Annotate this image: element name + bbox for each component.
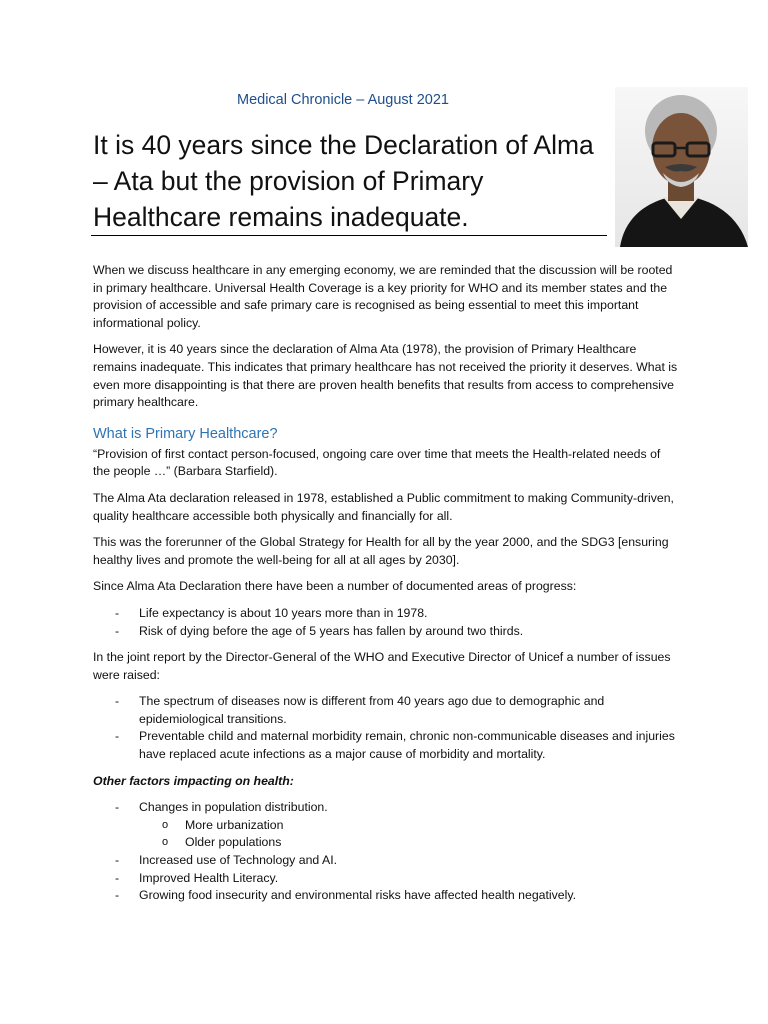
dash-bullet: - [115, 729, 120, 744]
factors-list [93, 799, 678, 905]
list-item: - Growing food insecurity and environmental risks have affected health negatively. [93, 887, 678, 905]
paragraph: When we discuss healthcare in any emerging economy, we are reminded that the discussion will be rooted in primary healthcare. Universal Health Coverage is a key priority for WHO and its member states and the provision of accessible and safe primary care is recognised as being essential to meet this important informational policy. [93, 263, 673, 330]
publication-header: Medical Chronicle – August 2021 [237, 92, 449, 108]
dash-bullet: - [115, 853, 120, 868]
list-item: - Life expectancy is about 10 years more than in 1978. [93, 605, 678, 623]
dash-bullet: - [115, 605, 120, 620]
dash-bullet: - [115, 800, 120, 815]
other-factors-heading: Other factors impacting on health: [93, 773, 294, 788]
article-body [93, 262, 678, 914]
paragraph: The Alma Ata declaration released in 1978, established a Public commitment to making Community-driven, quality healthcare accessible both physically and financially for all. [93, 490, 674, 523]
sub-list-item: o More urbanization [139, 817, 678, 835]
author-photo [615, 87, 748, 247]
list-item: - Increased use of Technology and AI. [93, 852, 678, 870]
dash-bullet: - [115, 888, 120, 903]
title-divider [91, 235, 607, 236]
list-item: - Preventable child and maternal morbidity remain, chronic non-communicable diseases and injuries have replaced acute infections as a major cause of morbidity and mortality. [115, 729, 675, 762]
paragraph: Since Alma Ata Declaration there have been a number of documented areas of progress: [93, 579, 577, 594]
list-item: - The spectrum of diseases now is different from 40 years ago due to demographic and epidemiological transitions. [115, 694, 605, 726]
circle-bullet: o [162, 818, 169, 831]
dash-bullet: - [115, 870, 120, 885]
progress-list [93, 605, 678, 640]
paragraph: In the joint report by the Director-General of the WHO and Executive Director of Unicef a number of issues were raised: [93, 650, 671, 682]
list-item: - Changes in population distribution. o More urbanization o Older populations [93, 799, 678, 852]
list-item: - Risk of dying before the age of 5 years has fallen by around two thirds. [93, 623, 678, 641]
dash-bullet: - [115, 623, 120, 638]
article-title: It is 40 years since the Declaration of Alma – Ata but the provision of Primary Healthcare remains inadequate. [93, 130, 594, 232]
list-item: - Improved Health Literacy. [93, 870, 678, 888]
quote-paragraph: “Provision of first contact person-focused, ongoing care over time that meets the Health-related needs of the people …” (Barbara Starfield). [93, 446, 661, 479]
issues-list [93, 693, 678, 763]
dash-bullet: - [115, 694, 120, 709]
circle-bullet: o [162, 836, 169, 849]
sub-list [139, 817, 678, 852]
paragraph: However, it is 40 years since the declaration of Alma Ata (1978), the provision of Primary Healthcare remains inadequate. This indicates that primary healthcare has not received the priority it deserves. What is even more disappointing is that there are proven health benefits that results from access to comprehensive primary healthcare. [93, 342, 678, 410]
paragraph: This was the forerunner of the Global Strategy for Health for all by the year 2000, and the SDG3 [ensuring healthy lives and promote the well-being for all at all ages by 2030]. [93, 535, 669, 567]
sub-list-item: o Older populations [139, 834, 678, 852]
section-heading: What is Primary Healthcare? [93, 425, 278, 442]
